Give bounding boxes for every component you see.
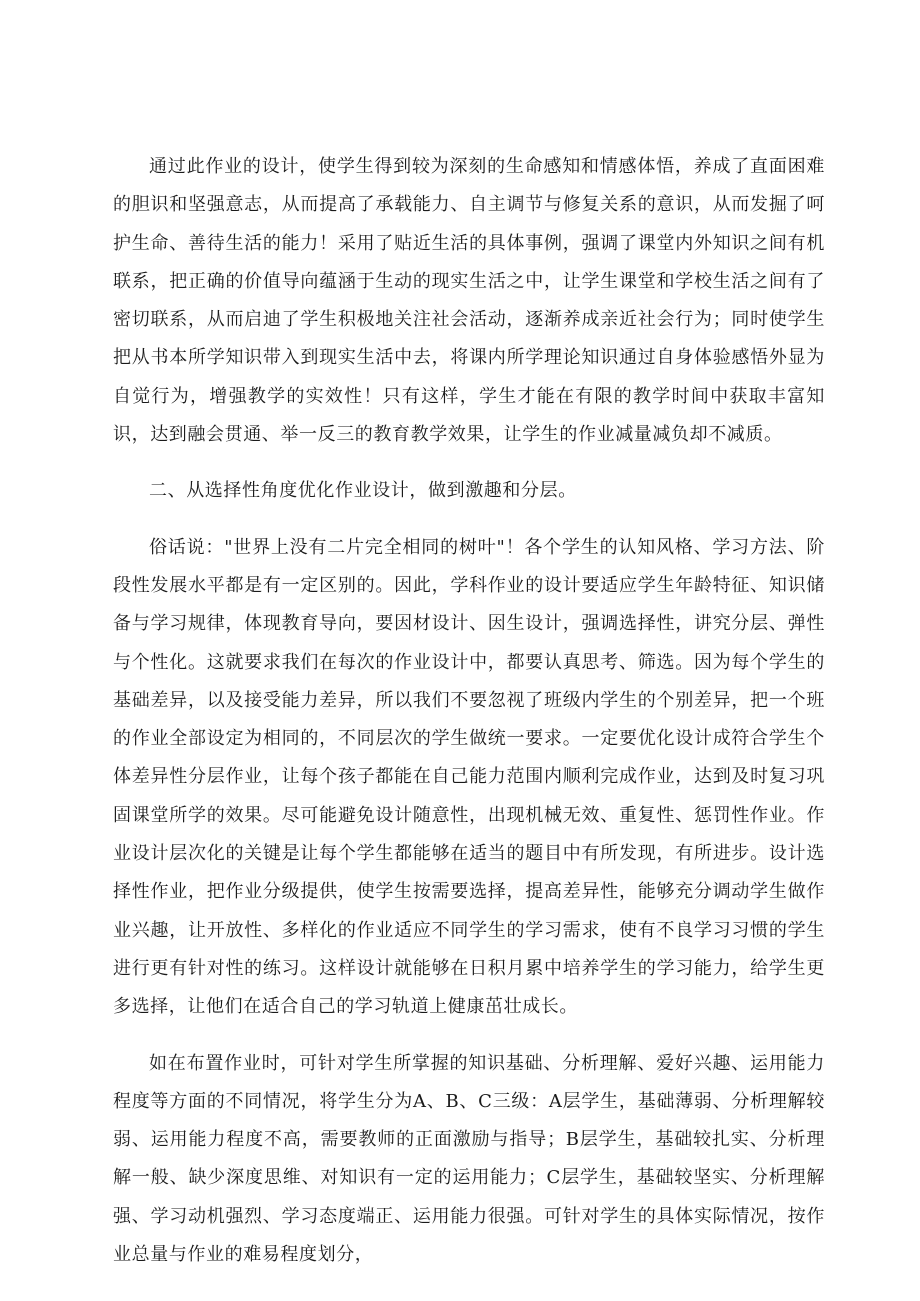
section-heading: 二、从选择性角度优化作业设计，做到激趣和分层。 [149,480,577,502]
paragraph-3: 如在布置作业时，可针对学生所掌握的知识基础、分析理解、爱好兴趣、运用能力程度等方面的不同情况，将学生分为A、B、C三级：A层学生，基础薄弱、分析理解较弱、运用能力程度不高，需要教师的正面激励与指导；B层学生，基础较扎实、分析理解一般、缺少深度思维、对知识有一定的运用能力；C层学生，基础较坚实、分析理解强、学习动机强烈、学习态度端正、运用能力很强。可针对学生的具体实际情况，按作业总量与作业的难易程度划分， [113,1052,825,1266]
paragraph-2: 俗话说："世界上没有二片完全相同的树叶"！各个学生的认知风格、学习方法、阶段性发展水平都是有一定区别的。因此，学科作业的设计要适应学生年龄特征、知识储备与学习规律，体现教育导向，要因材设计、因生设计，强调选择性，讲究分层、弹性与个性化。这就要求我们在每次的作业设计中，都要认真思考、筛选。因为每个学生的基础差异，以及接受能力差异，所以我们不要忽视了班级内学生的个别差异，把一个班的作业全部设定为相同的，不同层次的学生做统一要求。一定要优化设计成符合学生个体差异性分层作业，让每个孩子都能在自己能力范围内顺利完成作业，达到及时复习巩固课堂所学的效果。尽可能避免设计随意性，出现机械无效、重复性、惩罚性作业。作业设计层次化的关键是让每个学生都能够在适当的题目中有所发现，有所进步。设计选择性作业，把作业分级提供，使学生按需要选择，提高差异性，能够充分调动学生做作业兴趣，让开放性、多样化的作业适应不同学生的学习需求，使有不良学习习惯的学生进行更有针对性的练习。这样设计就能够在日积月累中培养学生的学习能力，给学生更多选择，让他们在适合自己的学习轨道上健康茁壮成长。 [113,536,825,1018]
document-body [113,148,825,1274]
paragraph-1: 通过此作业的设计，使学生得到较为深刻的生命感知和情感体悟，养成了直面困难的胆识和坚强意志，从而提高了承载能力、自主调节与修复关系的意识，从而发掘了呵护生命、善待生活的能力！采用了贴近生活的具体事例，强调了课堂内外知识之间有机联系，把正确的价值导向蕴涵于生动的现实生活之中，让学生课堂和学校生活之间有了密切联系，从而启迪了学生积极地关注社会活动，逐渐养成亲近社会行为；同时使学生把从书本所学知识带入到现实生活中去，将课内所学理论知识通过自身体验感悟外显为自觉行为，增强教学的实效性！只有这样，学生才能在有限的教学时间中获取丰富知识，达到融会贯通、举一反三的教育教学效果，让学生的作业减量减负却不减质。 [113,156,825,446]
